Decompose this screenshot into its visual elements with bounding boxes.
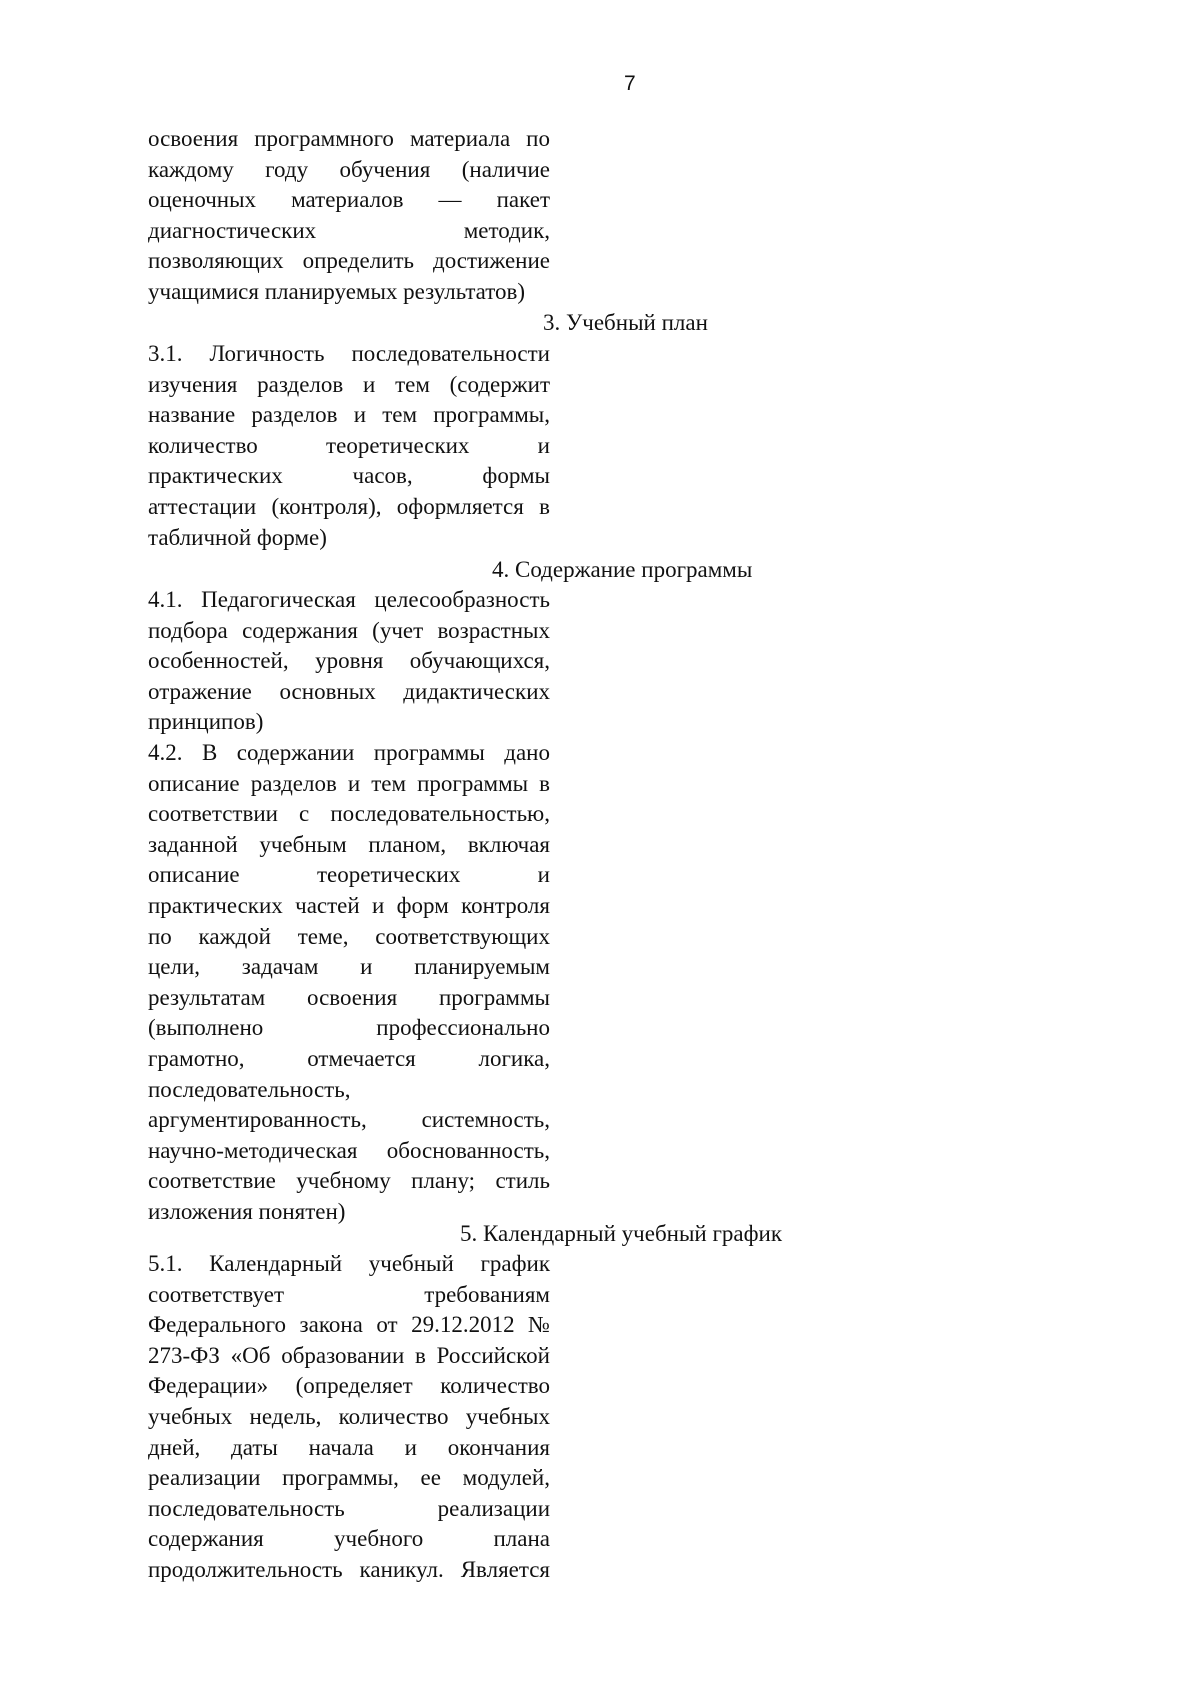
- section-heading-5: 5. Календарный учебный график: [460, 1221, 782, 1246]
- criteria-item-3-1: [148, 339, 550, 553]
- text-line: Федерального закона от 29.12.2012 №: [148, 1312, 550, 1338]
- text-line: соответствует требованиям: [148, 1281, 550, 1307]
- text-line: результатам освоения программы: [148, 984, 550, 1010]
- criteria-item-4-1: [148, 585, 550, 738]
- text-line: грамотно, отмечается логика,: [148, 1045, 550, 1071]
- section-heading-4: 4. Содержание программы: [492, 557, 753, 582]
- text-line: практических частей и форм контроля: [148, 892, 550, 918]
- text-line: учебных недель, количество учебных: [148, 1403, 550, 1429]
- text-line: соответствие учебному плану; стиль: [148, 1168, 550, 1194]
- text-line: содержания учебного плана: [148, 1526, 550, 1552]
- text-line: описание разделов и тем программы в: [148, 770, 550, 796]
- text-line: диагностических методик,: [148, 217, 550, 243]
- text-line: научно-методическая обоснованность,: [148, 1137, 550, 1163]
- text-line: по каждой теме, соответствующих: [148, 923, 550, 949]
- text-line: освоения программного материала по: [148, 126, 550, 151]
- text-line: изложения понятен): [148, 1198, 346, 1224]
- text-line: 273-ФЗ «Об образовании в Российской: [148, 1342, 550, 1368]
- criteria-block-2-end: [148, 124, 550, 308]
- text-line: табличной форме): [148, 524, 327, 550]
- text-line: количество теоретических и: [148, 432, 550, 458]
- text-line: аттестации (контроля), оформляется в: [148, 493, 550, 519]
- text-line: название разделов и тем программы,: [148, 402, 550, 428]
- text-line: 5.1. Календарный учебный график: [148, 1251, 550, 1276]
- text-line: позволяющих определить достижение: [148, 248, 550, 274]
- text-line: (выполнено профессионально: [148, 1015, 550, 1041]
- criteria-item-5-1: [148, 1249, 550, 1586]
- text-line: отражение основных дидактических: [148, 678, 550, 704]
- text-line: каждому году обучения (наличие: [148, 156, 550, 182]
- text-line: описание теоретических и: [148, 862, 550, 888]
- page-number: 7: [624, 72, 636, 95]
- text-line: оценочных материалов — пакет: [148, 187, 550, 213]
- text-line: Федерации» (определяет количество: [148, 1373, 550, 1399]
- text-line: аргументированность, системность,: [148, 1107, 550, 1133]
- section-heading-3: 3. Учебный план: [543, 310, 708, 335]
- text-line: принципов): [148, 709, 264, 735]
- text-line: реализации программы, ее модулей,: [148, 1465, 550, 1491]
- text-line: особенностей, уровня обучающихся,: [148, 648, 550, 674]
- text-line: 4.1. Педагогическая целесообразность: [148, 587, 550, 612]
- text-line: продолжительность каникул. Является: [148, 1556, 550, 1582]
- text-line: соответствии с последовательностью,: [148, 801, 550, 827]
- text-line: последовательность реализации: [148, 1495, 550, 1521]
- text-line: учащимися планируемых результатов): [148, 278, 526, 304]
- text-line: дней, даты начала и окончания: [148, 1434, 550, 1460]
- text-line: 4.2. В содержании программы дано: [148, 740, 550, 765]
- text-line: последовательность,: [148, 1076, 351, 1102]
- text-line: практических часов, формы: [148, 463, 550, 489]
- text-line: цели, задачам и планируемым: [148, 954, 550, 980]
- text-line: 3.1. Логичность последовательности: [148, 341, 550, 366]
- criteria-item-4-2: [148, 738, 550, 1228]
- text-line: изучения разделов и тем (содержит: [148, 371, 550, 397]
- text-line: подбора содержания (учет возрастных: [148, 617, 550, 643]
- text-line: заданной учебным планом, включая: [148, 831, 550, 857]
